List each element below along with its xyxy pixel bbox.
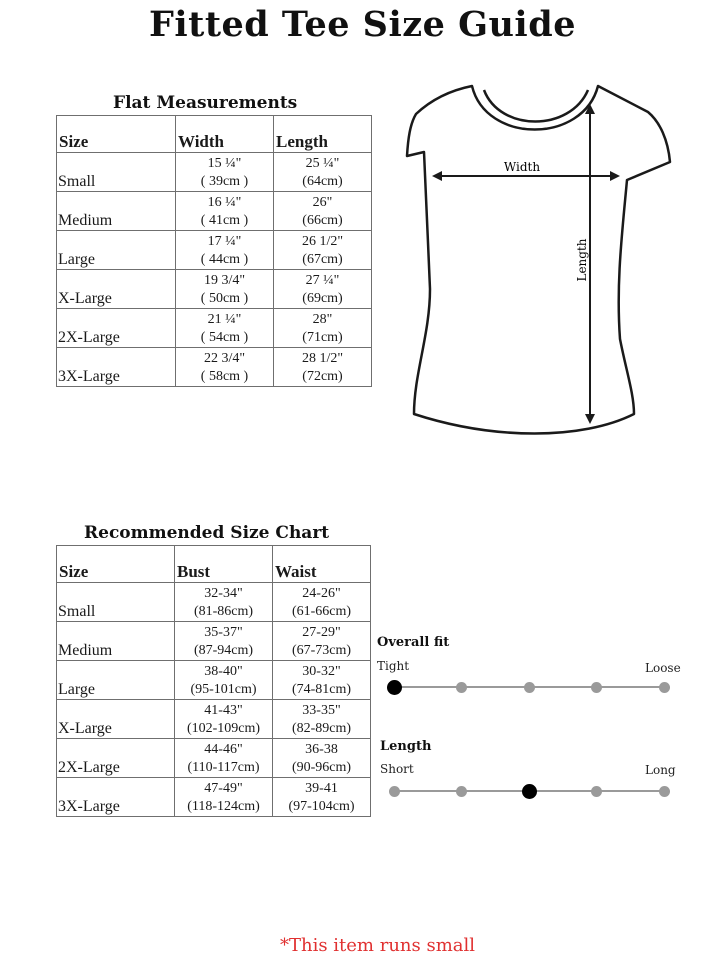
waist-cm: (82-89cm) — [291, 721, 352, 736]
table-row — [57, 309, 372, 348]
recommended-size-table — [56, 545, 371, 817]
length-dot-3-selected — [522, 784, 537, 799]
bust-cm: (87-94cm) — [193, 643, 254, 658]
header-length: Length — [274, 116, 372, 153]
tshirt-collar-inner — [484, 90, 588, 122]
waist-in: 36-38 — [305, 742, 338, 757]
length-in: 26" — [312, 195, 333, 210]
header-size: Size — [57, 546, 175, 583]
waist-in: 30-32" — [302, 664, 341, 679]
waist-cell — [273, 661, 371, 700]
waist-cell — [273, 739, 371, 778]
size-name: 3X-Large — [57, 348, 176, 387]
length-in: 26 1/2" — [301, 234, 344, 249]
size-name: X-Large — [57, 700, 175, 739]
length-dot-5 — [659, 786, 670, 797]
table-row — [57, 778, 371, 817]
flat-measurements-table — [56, 115, 372, 387]
width-cm: ( 54cm ) — [200, 330, 249, 345]
size-name: Large — [57, 231, 176, 270]
length-cm: (67cm) — [302, 252, 343, 267]
size-name: Small — [57, 583, 175, 622]
length-label: Length — [575, 238, 589, 282]
length-cell — [274, 348, 372, 387]
width-cm: ( 50cm ) — [200, 291, 249, 306]
page-title: Fitted Tee Size Guide — [149, 4, 576, 45]
bust-cell — [175, 700, 273, 739]
bust-cm: (81-86cm) — [193, 604, 254, 619]
length-in: 28" — [312, 312, 333, 327]
length-in: 25 ¼" — [305, 156, 340, 171]
length-cm: (71cm) — [302, 330, 343, 345]
length-cell — [274, 231, 372, 270]
table-row — [57, 192, 372, 231]
waist-cell — [273, 778, 371, 817]
length-cell — [274, 270, 372, 309]
bust-in: 38-40" — [204, 664, 243, 679]
width-cm: ( 41cm ) — [200, 213, 249, 228]
fit-dot-2 — [456, 682, 467, 693]
width-cm: ( 58cm ) — [200, 369, 249, 384]
tshirt-outline — [407, 86, 670, 434]
fit-dot-5 — [659, 682, 670, 693]
recommended-title: Recommended Size Chart — [84, 523, 330, 543]
size-name: Medium — [57, 622, 175, 661]
bust-in: 47-49" — [204, 781, 243, 796]
table-row — [57, 231, 372, 270]
length-cm: (72cm) — [302, 369, 343, 384]
width-cm: ( 39cm ) — [200, 174, 249, 189]
runs-small-note: *This item runs small — [279, 935, 476, 956]
bust-cell — [175, 622, 273, 661]
table-row — [57, 153, 372, 192]
width-in: 21 ¼" — [207, 312, 242, 327]
table-row — [57, 348, 372, 387]
table-header-row — [57, 116, 372, 153]
bust-cm: (110-117cm) — [187, 760, 260, 775]
bust-cell — [175, 583, 273, 622]
width-cell — [176, 153, 274, 192]
table-row — [57, 622, 371, 661]
table-header-row — [57, 546, 371, 583]
table-row — [57, 583, 371, 622]
fit-dot-4 — [591, 682, 602, 693]
tshirt-diagram — [402, 84, 674, 446]
width-cell — [176, 348, 274, 387]
waist-cm: (97-104cm) — [288, 799, 355, 814]
length-right-label: Long — [645, 763, 676, 777]
flat-measurements-title: Flat Measurements — [113, 93, 298, 113]
fit-dot-3 — [524, 682, 535, 693]
size-name: Large — [57, 661, 175, 700]
length-cell — [274, 153, 372, 192]
bust-cell — [175, 778, 273, 817]
header-size: Size — [57, 116, 176, 153]
bust-in: 35-37" — [204, 625, 243, 640]
length-dot-1 — [389, 786, 400, 797]
waist-cell — [273, 622, 371, 661]
width-cell — [176, 192, 274, 231]
size-name: Small — [57, 153, 176, 192]
width-label: Width — [503, 160, 541, 174]
waist-cm: (90-96cm) — [291, 760, 352, 775]
length-cm: (64cm) — [302, 174, 343, 189]
length-dot-4 — [591, 786, 602, 797]
table-row — [57, 270, 372, 309]
bust-cm: (102-109cm) — [186, 721, 261, 736]
fit-left-label: Tight — [377, 659, 410, 673]
size-name: 3X-Large — [57, 778, 175, 817]
waist-cm: (74-81cm) — [291, 682, 352, 697]
waist-cell — [273, 583, 371, 622]
length-left-label: Short — [380, 762, 414, 776]
header-waist: Waist — [273, 546, 371, 583]
length-cm: (69cm) — [302, 291, 343, 306]
bust-cm: (118-124cm) — [187, 799, 260, 814]
width-cell — [176, 270, 274, 309]
bust-in: 32-34" — [204, 586, 243, 601]
bust-cell — [175, 739, 273, 778]
size-name: Medium — [57, 192, 176, 231]
bust-cell — [175, 661, 273, 700]
waist-cm: (61-66cm) — [291, 604, 352, 619]
fit-right-label: Loose — [645, 661, 681, 675]
width-in: 16 ¼" — [207, 195, 242, 210]
table-row — [57, 661, 371, 700]
bust-cm: (95-101cm) — [190, 682, 257, 697]
length-in: 27 ¼" — [305, 273, 340, 288]
table-row — [57, 739, 371, 778]
header-width: Width — [176, 116, 274, 153]
bust-in: 41-43" — [204, 703, 243, 718]
waist-in: 27-29" — [302, 625, 341, 640]
width-in: 15 ¼" — [207, 156, 242, 171]
bust-in: 44-46" — [204, 742, 243, 757]
length-cell — [274, 309, 372, 348]
width-cell — [176, 309, 274, 348]
waist-in: 33-35" — [302, 703, 341, 718]
width-cm: ( 44cm ) — [200, 252, 249, 267]
length-cm: (66cm) — [302, 213, 343, 228]
waist-in: 39-41 — [305, 781, 338, 796]
length-dot-2 — [456, 786, 467, 797]
width-in: 22 3/4" — [203, 351, 246, 366]
length-scale-title: Length — [380, 739, 432, 754]
waist-cell — [273, 700, 371, 739]
waist-in: 24-26" — [302, 586, 341, 601]
width-cell — [176, 231, 274, 270]
fit-dot-1-selected — [387, 680, 402, 695]
header-bust: Bust — [175, 546, 273, 583]
length-in: 28 1/2" — [301, 351, 344, 366]
waist-cm: (67-73cm) — [291, 643, 352, 658]
width-in: 17 ¼" — [207, 234, 242, 249]
size-name: 2X-Large — [57, 739, 175, 778]
length-cell — [274, 192, 372, 231]
table-row — [57, 700, 371, 739]
size-name: X-Large — [57, 270, 176, 309]
size-name: 2X-Large — [57, 309, 176, 348]
width-in: 19 3/4" — [203, 273, 246, 288]
overall-fit-title: Overall fit — [377, 635, 450, 650]
